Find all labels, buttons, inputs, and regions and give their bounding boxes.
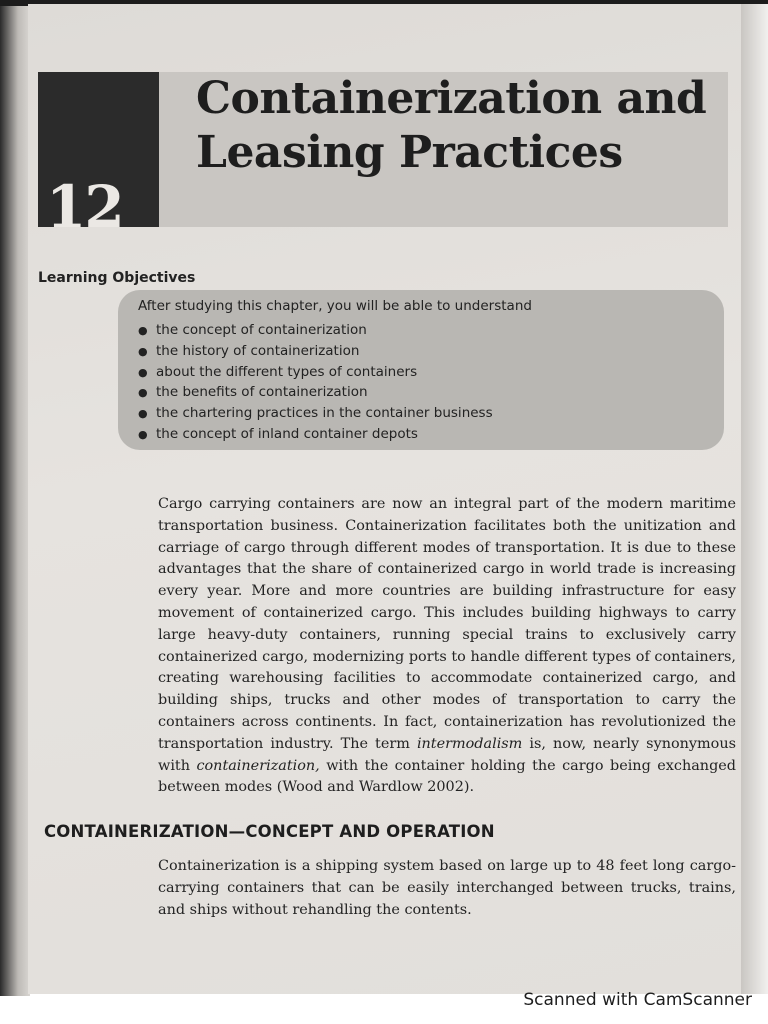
objective-text: the concept of containerization bbox=[156, 322, 367, 338]
chapter-title bbox=[196, 72, 726, 180]
bullet-icon: ● bbox=[138, 407, 148, 421]
scan-right-edge bbox=[741, 4, 768, 994]
chapter-title-line-1: Containerization and bbox=[196, 73, 707, 124]
scan-left-shadow bbox=[0, 6, 30, 996]
section-heading: CONTAINERIZATION—CONCEPT AND OPERATION bbox=[44, 822, 495, 841]
scanner-watermark: Scanned with CamScanner bbox=[523, 990, 752, 1010]
list-item bbox=[138, 382, 493, 403]
list-item bbox=[138, 424, 493, 445]
learning-objectives-heading: Learning Objectives bbox=[38, 270, 196, 286]
chapter-number-box bbox=[38, 72, 159, 241]
learning-objectives-intro: After studying this chapter, you will be able to understand bbox=[138, 298, 532, 314]
bullet-icon: ● bbox=[138, 386, 148, 400]
bullet-icon: ● bbox=[138, 365, 148, 379]
intro-text-part-3: with the container holding the cargo being exchanged between modes (Wood and Wardlow 2002). bbox=[158, 757, 737, 796]
intro-text-part-2: is, now, nearly synonymous with bbox=[158, 735, 736, 774]
bullet-icon: ● bbox=[138, 324, 148, 337]
learning-objectives-list bbox=[138, 320, 493, 445]
objective-text: the chartering practices in the container business bbox=[156, 405, 493, 422]
list-item bbox=[138, 341, 493, 362]
intro-emphasis-intermodalism: intermodalism bbox=[416, 735, 523, 752]
list-item bbox=[138, 403, 493, 424]
objective-text: the benefits of containerization bbox=[156, 384, 368, 401]
intro-emphasis-containerization: containerization, bbox=[196, 757, 320, 774]
chapter-title-line-2: Leasing Practices bbox=[196, 127, 623, 178]
bullet-icon: ● bbox=[138, 344, 148, 358]
bullet-icon: ● bbox=[138, 427, 148, 441]
chapter-number: 12 bbox=[46, 173, 123, 241]
list-item bbox=[138, 362, 493, 383]
section-paragraph: Containerization is a shipping system based on large up to 48 feet long cargo-carrying containers that can be easily interchanged between trucks, trains, and ships without rehandling the contents. bbox=[158, 858, 736, 918]
intro-text-part-1: Cargo carrying containers are now an integral part of the modern maritime transportation business. Containerization facilitates both the unitization and carriage of cargo through different modes of transportation. It is due to these advantages that the share of containerized cargo in world trade is increasing every year. More and more countries are building infrastructure for easy movement of containerized cargo. This includes building highways to carry large heavy-duty containers, running special trains to exclusively carry containerized cargo, modernizing ports to handle different types of containers, creating warehousing facilities to accommodate containerized cargo, and building ships, trucks and other modes of transportation to carry the containers across continents. In fact, containerization has revolutionized the transportation industry. The term bbox=[158, 496, 736, 752]
objective-text: the history of containerization bbox=[156, 342, 360, 359]
list-item bbox=[138, 320, 493, 341]
objective-text: about the different types of containers bbox=[156, 363, 418, 380]
intro-paragraph bbox=[158, 494, 736, 799]
objective-text: the concept of inland container depots bbox=[156, 425, 418, 442]
